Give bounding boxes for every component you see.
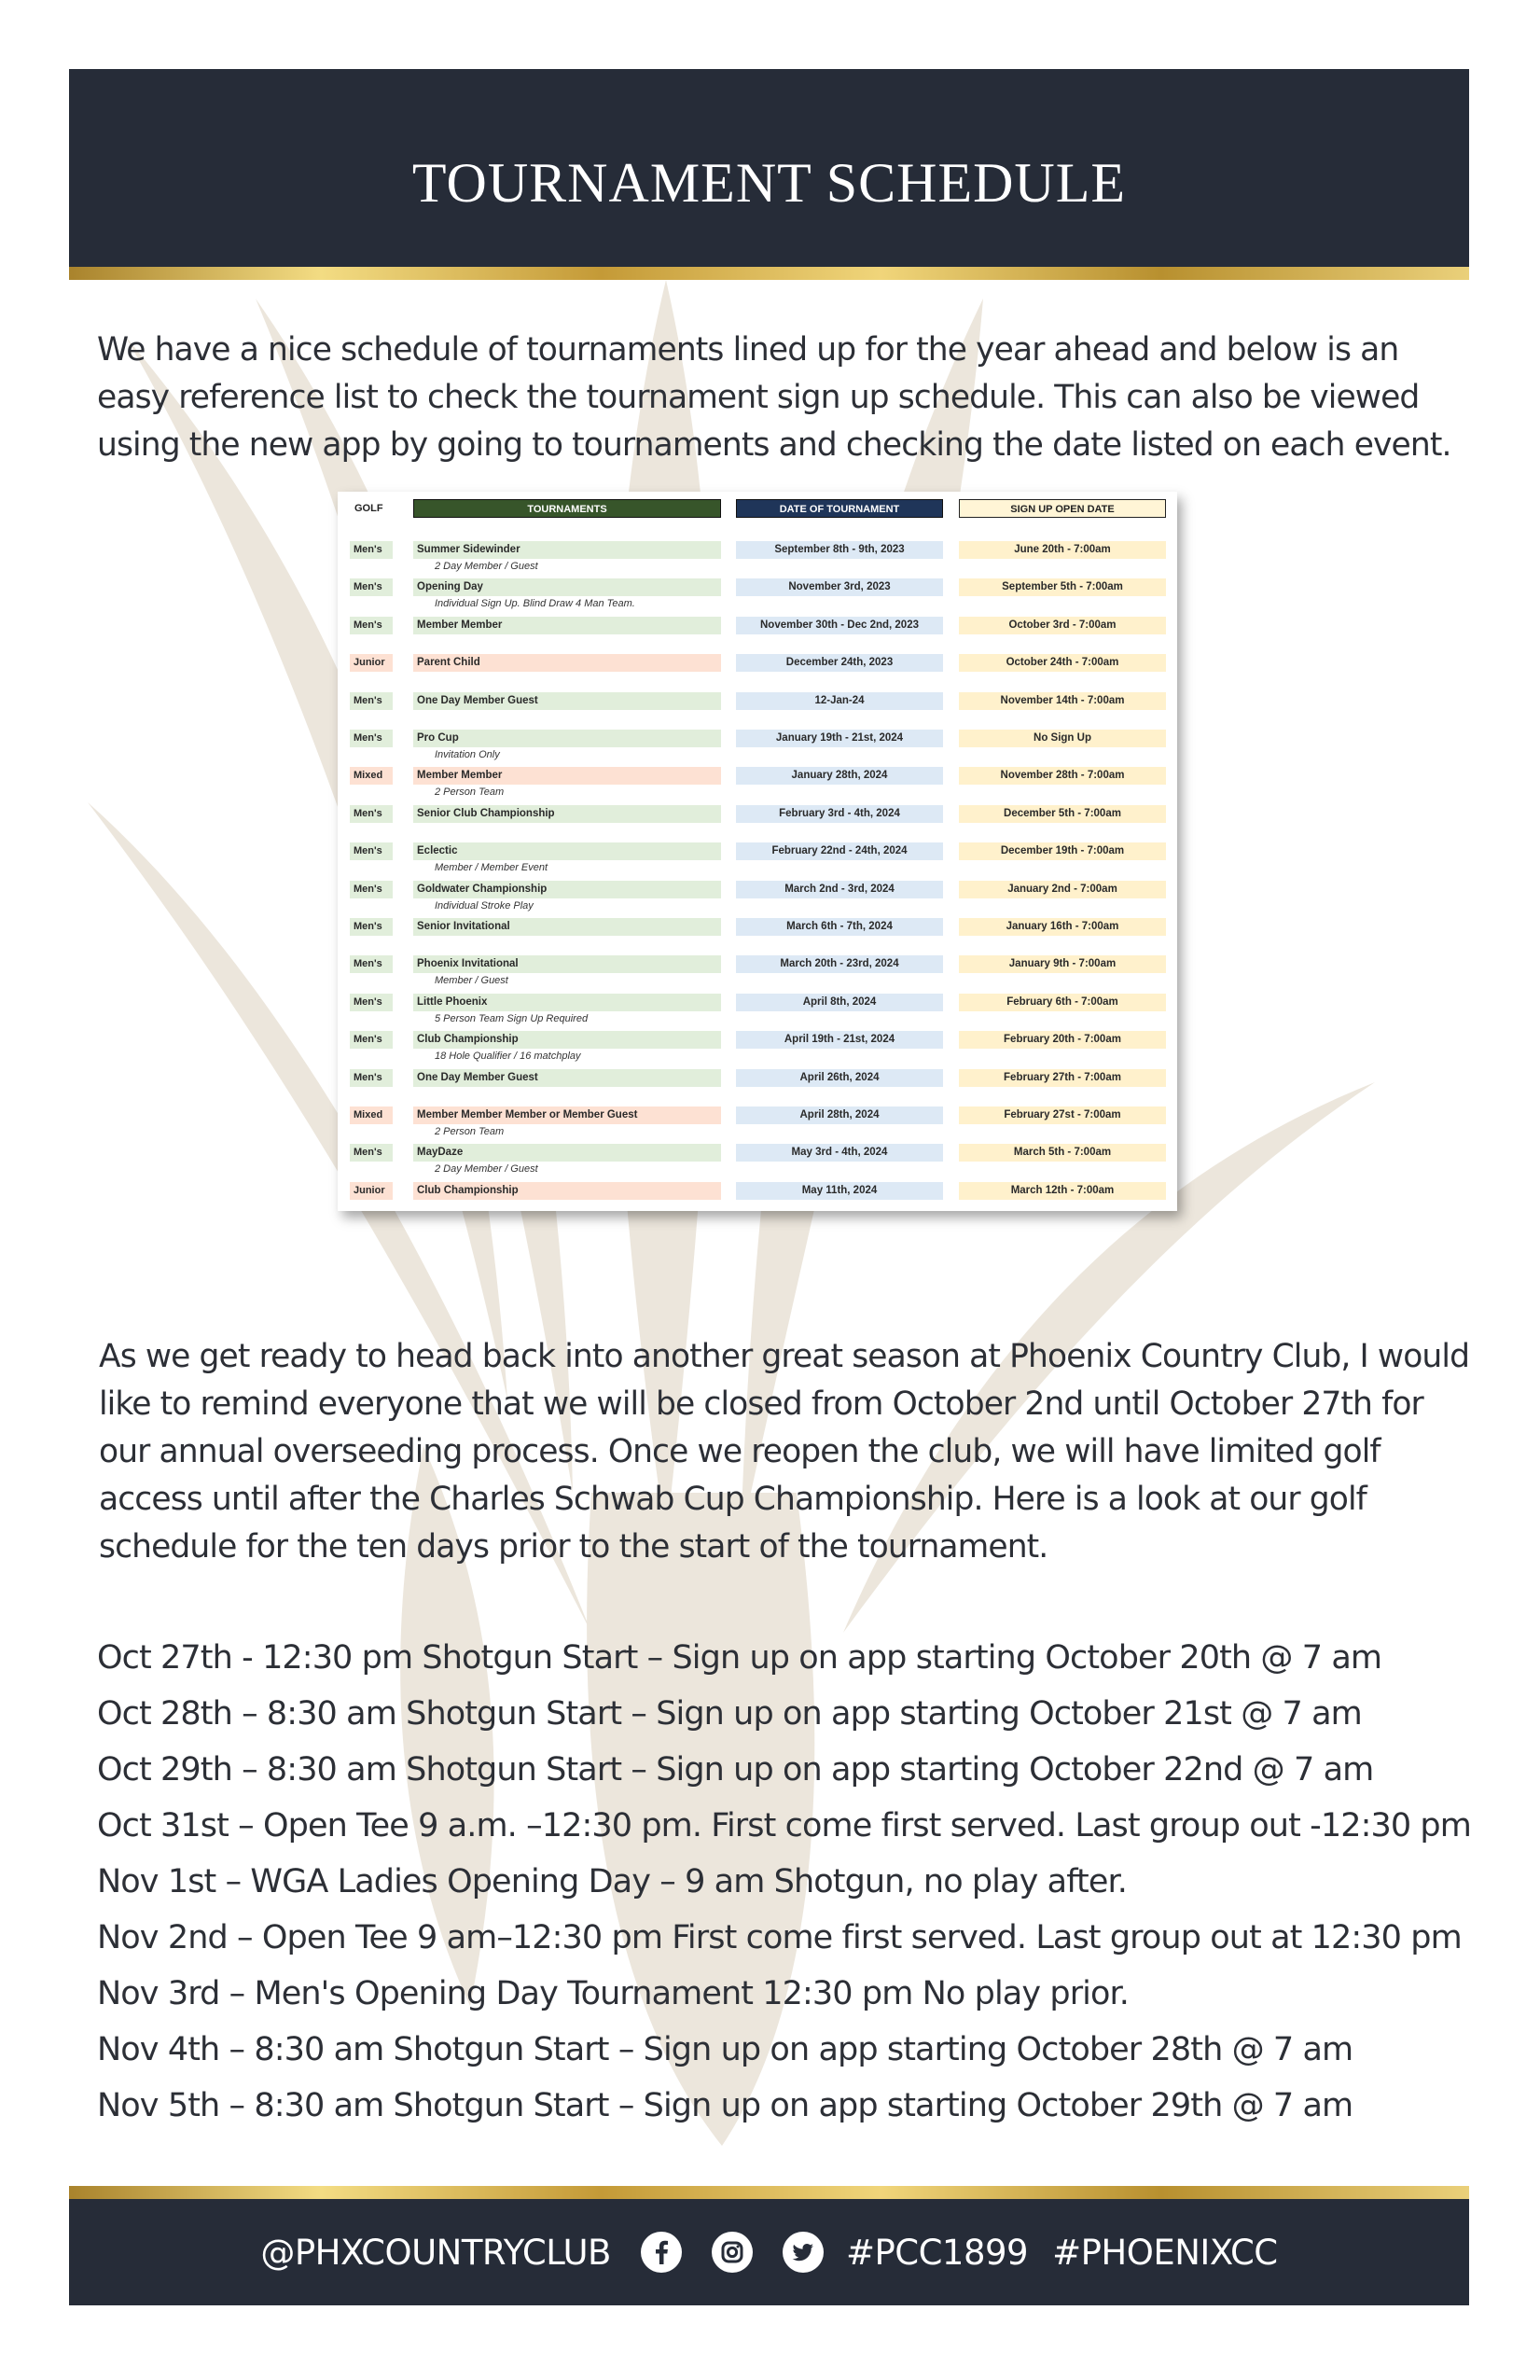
table-row [338,692,1177,730]
table-row [338,842,1177,880]
date-column-header: DATE OF TOURNAMENT [736,499,943,518]
table-row [338,654,1177,691]
date-cell: March 6th - 7th, 2024 [736,918,943,936]
date-cell: March 20th - 23rd, 2024 [736,955,943,973]
signup-cell: March 5th - 7:00am [959,1144,1166,1162]
signup-cell: September 5th - 7:00am [959,578,1166,596]
table-row [338,1069,1177,1106]
category-cell: Men's [350,692,393,710]
hashtag-pcc1899[interactable]: #PCC1899 [845,2232,1029,2273]
instagram-icon[interactable] [712,2232,753,2273]
date-cell: April 28th, 2024 [736,1106,943,1124]
tournament-cell: Senior Invitational [413,918,721,936]
tournament-cell: Summer Sidewinder [413,541,721,559]
tournaments-column-header: TOURNAMENTS [413,499,721,518]
signup-cell: February 20th - 7:00am [959,1031,1166,1049]
date-cell: March 2nd - 3rd, 2024 [736,881,943,898]
social-handle[interactable]: @PHXCOUNTRYCLUB [260,2232,611,2273]
page-title: TOURNAMENT SCHEDULE [411,152,1127,214]
signup-cell: October 24th - 7:00am [959,654,1166,672]
category-cell: Men's [350,541,393,559]
tournament-note: 2 Day Member / Guest [435,561,538,572]
schedule-item: Oct 27th - 12:30 pm Shotgun Start – Sign up on app starting October 20th @ 7 am [97,1639,1382,1677]
signup-cell: November 14th - 7:00am [959,692,1166,710]
signup-cell: February 27th - 7:00am [959,1069,1166,1087]
tournament-note: 2 Person Team [435,1126,505,1137]
schedule-item: Nov 2nd – Open Tee 9 am–12:30 pm First come first served. Last group out at 12:30 pm [97,1919,1462,1956]
date-cell: April 8th, 2024 [736,994,943,1011]
table-row [338,1031,1177,1068]
golf-column-header: GOLF [354,503,383,514]
tournament-note: 5 Person Team Sign Up Required [435,1012,589,1024]
tournament-table-image [338,492,1177,1211]
signup-cell: January 16th - 7:00am [959,918,1166,936]
category-cell: Men's [350,842,393,860]
table-row [338,1106,1177,1144]
signup-cell: December 19th - 7:00am [959,842,1166,860]
signup-cell: January 9th - 7:00am [959,955,1166,973]
tournament-cell: Pro Cup [413,730,721,747]
date-cell: February 22nd - 24th, 2024 [736,842,943,860]
date-cell: February 3rd - 4th, 2024 [736,805,943,823]
tournament-cell: Little Phoenix [413,994,721,1011]
tournament-cell: Parent Child [413,654,721,672]
table-row [338,617,1177,654]
table-row [338,881,1177,918]
date-cell: April 19th - 21st, 2024 [736,1031,943,1049]
date-cell: January 19th - 21st, 2024 [736,730,943,747]
category-cell: Men's [350,955,393,973]
category-cell: Men's [350,1069,393,1087]
footer-banner [69,2199,1469,2305]
date-cell: November 30th - Dec 2nd, 2023 [736,617,943,634]
signup-cell: November 28th - 7:00am [959,767,1166,785]
category-cell: Men's [350,918,393,936]
schedule-item: Oct 29th – 8:30 am Shotgun Start – Sign up on app starting October 22nd @ 7 am [97,1751,1374,1788]
intro-paragraph: We have a nice schedule of tournaments lined up for the year ahead and below is an easy reference list to check the tournament sign up schedule. This can also be viewed using the new app by going to tournaments and checking the date listed on each event. [97,331,1451,464]
tournament-cell: Opening Day [413,578,721,596]
tournament-cell: One Day Member Guest [413,1069,721,1087]
date-cell: December 24th, 2023 [736,654,943,672]
schedule-item: Nov 3rd – Men's Opening Day Tournament 12:30 pm No play prior. [97,1975,1130,2012]
table-row [338,767,1177,804]
tournament-cell: Goldwater Championship [413,881,721,898]
tournament-cell: Senior Club Championship [413,805,721,823]
table-row [338,541,1177,578]
tournament-cell: Phoenix Invitational [413,955,721,973]
facebook-icon[interactable] [641,2232,682,2273]
signup-cell: February 27st - 7:00am [959,1106,1166,1124]
table-row [338,1144,1177,1181]
twitter-icon[interactable] [783,2232,824,2273]
category-cell: Men's [350,994,393,1011]
category-cell: Men's [350,881,393,898]
schedule-item: Oct 31st – Open Tee 9 a.m. –12:30 pm. First come first served. Last group out -12:30 pm [97,1807,1471,1844]
signup-cell: No Sign Up [959,730,1166,747]
category-cell: Men's [350,617,393,634]
table-row [338,994,1177,1031]
golf-schedule-list [97,1630,1496,2134]
schedule-item: Nov 5th – 8:30 am Shotgun Start – Sign up on app starting October 29th @ 7 am [97,2087,1353,2124]
schedule-item: Oct 28th – 8:30 am Shotgun Start – Sign up on app starting October 21st @ 7 am [97,1695,1362,1733]
date-cell: November 3rd, 2023 [736,578,943,596]
category-cell: Men's [350,730,393,747]
schedule-item: Nov 1st – WGA Ladies Opening Day – 9 am Shotgun, no play after. [97,1863,1127,1900]
gold-divider-top [69,267,1469,280]
category-cell: Men's [350,805,393,823]
tournament-cell: Member Member [413,617,721,634]
table-row [338,805,1177,842]
category-cell: Junior [350,654,393,672]
tournament-note: Invitation Only [435,749,500,760]
table-row [338,1182,1177,1219]
hashtag-phoenixcc[interactable]: #PHOENIXCC [1052,2232,1278,2273]
signup-cell: October 3rd - 7:00am [959,617,1166,634]
schedule-item: Nov 4th – 8:30 am Shotgun Start – Sign up on app starting October 28th @ 7 am [97,2031,1353,2068]
table-row [338,578,1177,616]
signup-cell: January 2nd - 7:00am [959,881,1166,898]
category-cell: Men's [350,578,393,596]
date-cell: May 11th, 2024 [736,1182,943,1200]
tournament-cell: Member Member [413,767,721,785]
signup-cell: December 5th - 7:00am [959,805,1166,823]
date-cell: 12-Jan-24 [736,692,943,710]
category-cell: Junior [350,1182,393,1200]
signup-column-header: SIGN UP OPEN DATE [959,499,1166,518]
signup-cell: March 12th - 7:00am [959,1182,1166,1200]
tournament-note: Individual Stroke Play [435,899,534,912]
tournament-cell: One Day Member Guest [413,692,721,710]
tournament-cell: Club Championship [413,1182,721,1200]
tournament-cell: MayDaze [413,1144,721,1162]
date-cell: May 3rd - 4th, 2024 [736,1144,943,1162]
tournament-note: Individual Sign Up. Blind Draw 4 Man Team. [435,598,635,610]
header-banner [69,69,1469,267]
category-cell: Mixed [350,767,393,785]
tournament-note: 2 Person Team [435,786,505,799]
date-cell: September 8th - 9th, 2023 [736,541,943,559]
tournament-note: Member / Member Event [435,862,548,874]
category-cell: Mixed [350,1106,393,1124]
tournament-cell: Member Member Member or Member Guest [413,1106,721,1124]
category-cell: Men's [350,1144,393,1162]
tournament-note: Member / Guest [435,975,508,987]
table-row [338,730,1177,767]
table-row [338,955,1177,993]
category-cell: Men's [350,1031,393,1049]
tournament-cell: Eclectic [413,842,721,860]
season-paragraph: As we get ready to head back into another great season at Phoenix Country Club, I would like to remind everyone that we will be closed from October 2nd until October 27th for our annual overseeding process. Once we reopen the club, we will have limited golf access until after the Charles Schwab Cup Championship. Here is a look at our golf schedule for the ten days prior to the start of the tournament. [99,1338,1470,1566]
table-row [338,918,1177,955]
date-cell: April 26th, 2024 [736,1069,943,1087]
tournament-note: 2 Day Member / Guest [435,1163,538,1176]
gold-divider-bottom [69,2186,1469,2199]
signup-cell: June 20th - 7:00am [959,541,1166,559]
tournament-cell: Club Championship [413,1031,721,1049]
signup-cell: February 6th - 7:00am [959,994,1166,1011]
date-cell: January 28th, 2024 [736,767,943,785]
tournament-note: 18 Hole Qualifier / 16 matchplay [435,1051,581,1063]
